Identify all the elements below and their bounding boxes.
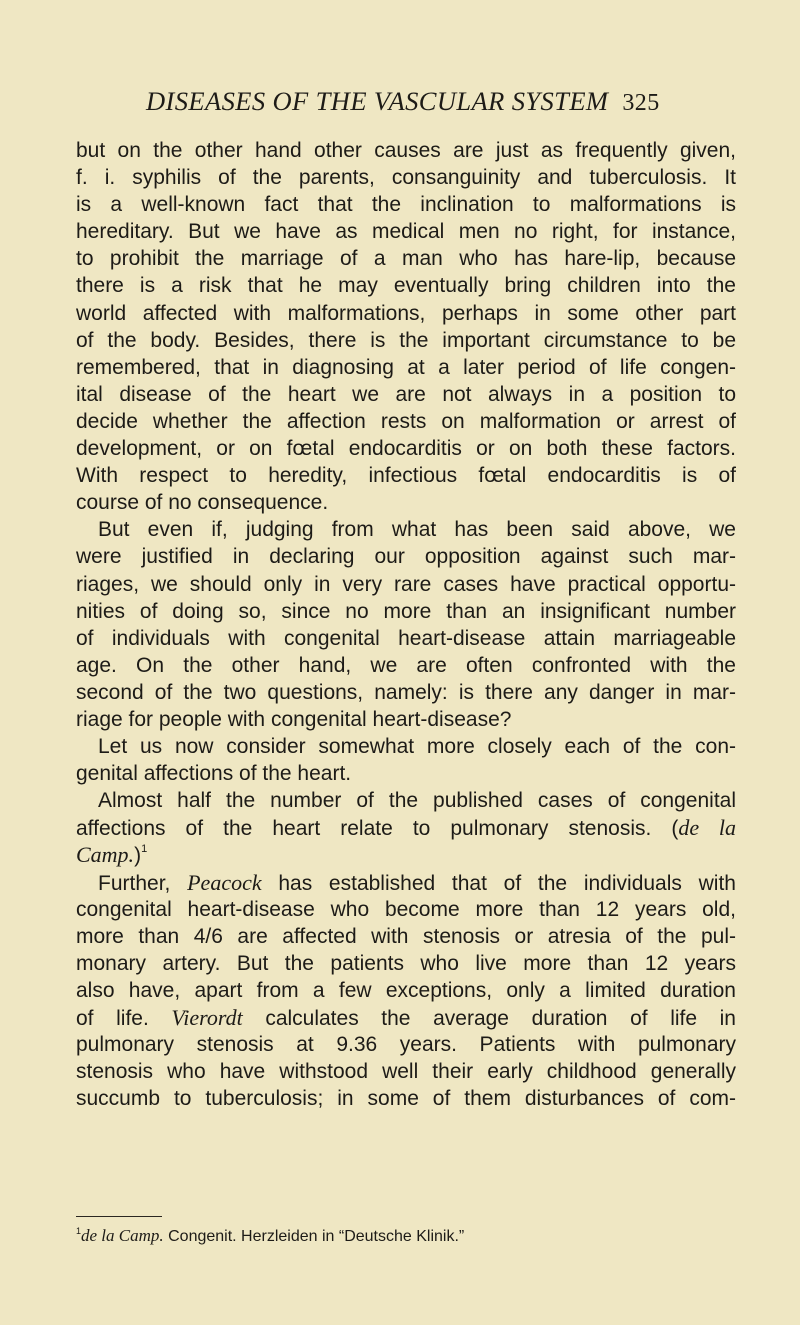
text-line: but on the other hand other causes are just as frequently given, [76,139,736,162]
text-line: ital disease of the heart we are not always in a position to [76,382,736,406]
text-line: age. On the other hand, we are often confronted with the [76,653,736,677]
text-line: With respect to heredity, infectious fœtal endocarditis is of [76,464,736,488]
text-line [76,869,736,896]
body-text [76,137,736,1112]
footnote-text: Congenit. Herzleiden in “Deutsche Klinik.” [168,1228,465,1245]
text-line: course of no consequence. [76,491,329,515]
footnote [76,1226,736,1247]
citation-open: ( [671,817,679,841]
citation-author-cont: Camp. [76,842,135,868]
text-line: were justified in declaring our opposition against such mar- [76,545,736,569]
text-line: f. i. syphilis of the parents, consanguinity and tuberculosis. It [76,166,736,190]
text-line: is a well-known fact that the inclination to malformations is [76,193,736,217]
footnote-mark: 1 [76,1226,82,1236]
text-line: more than 4/6 are affected with stenosis or atresia of the pul- [76,924,736,948]
author-name: Peacock [187,869,262,895]
text-line: Let us now consider somewhat more closely each of the con- [98,735,736,759]
citation-author: de la [678,815,736,841]
text-line: also have, apart from a few exceptions, only a limited duration [76,978,736,1002]
text-line [76,1004,736,1031]
text-line: succumb to tuberculosis; in some of them disturbances of com- [76,1087,736,1111]
text-line: development, or on fœtal endocarditis or on both these factors. [76,437,736,461]
text-segment: calculates the average duration of life in [265,1007,736,1030]
running-head [146,86,746,126]
text-line: genital affections of the heart. [76,762,352,786]
text-segment: Further, [98,871,171,895]
text-segment: has established that of the individuals with [278,871,736,895]
text-line [76,841,736,868]
text-line: remembered, that in diagnosing at a later period of life congen- [76,355,736,379]
text-line: second of the two questions, namely: is there any danger in mar- [76,680,736,704]
text-line: pulmonary stenosis at 9.36 years. Patients with pulmonary [76,1033,736,1057]
page-number: 325 [622,90,660,116]
text-line: stenosis who have withstood well their early childhood generally [76,1060,736,1084]
text-line: decide whether the affection rests on malformation or arrest of [76,409,736,433]
text-line: of the body. Besides, there is the important circumstance to be [76,328,736,352]
footnote-divider [76,1216,162,1217]
text-line: there is a risk that he may eventually bring children into the [76,274,736,298]
author-name: Vierordt [171,1005,243,1030]
text-segment: of life. [76,1007,149,1030]
text-line: Almost half the number of the published cases of congenital [98,789,736,813]
text-line: nities of doing so, since no more than an insignificant number [76,599,736,623]
citation-close: ) [134,844,142,868]
text-line: world affected with malformations, perhaps in some other part [76,301,736,325]
text-line: monary artery. But the patients who live more than 12 years [76,951,736,975]
footnote-author: de la Camp. [81,1226,164,1245]
chapter-title: DISEASES OF THE VASCULAR SYSTEM [146,86,609,116]
text-line: riages, we should only in very rare cases have practical opportu- [76,572,736,596]
text-line: to prohibit the marriage of a man who has hare-lip, because [76,247,736,271]
text-line: of individuals with congenital heart-disease attain marriageable [76,626,736,650]
text-line: hereditary. But we have as medical men no right, for instance, [76,220,736,244]
text-line [76,814,736,841]
text-line: riage for people with congenital heart-disease? [76,707,512,731]
text-line: But even if, judging from what has been said above, we [98,518,736,542]
text-line: congenital heart-disease who become more than 12 years old, [76,897,736,921]
text-segment: affections of the heart relate to pulmonary stenosis. [76,817,652,841]
footnote-reference: 1 [141,843,148,856]
